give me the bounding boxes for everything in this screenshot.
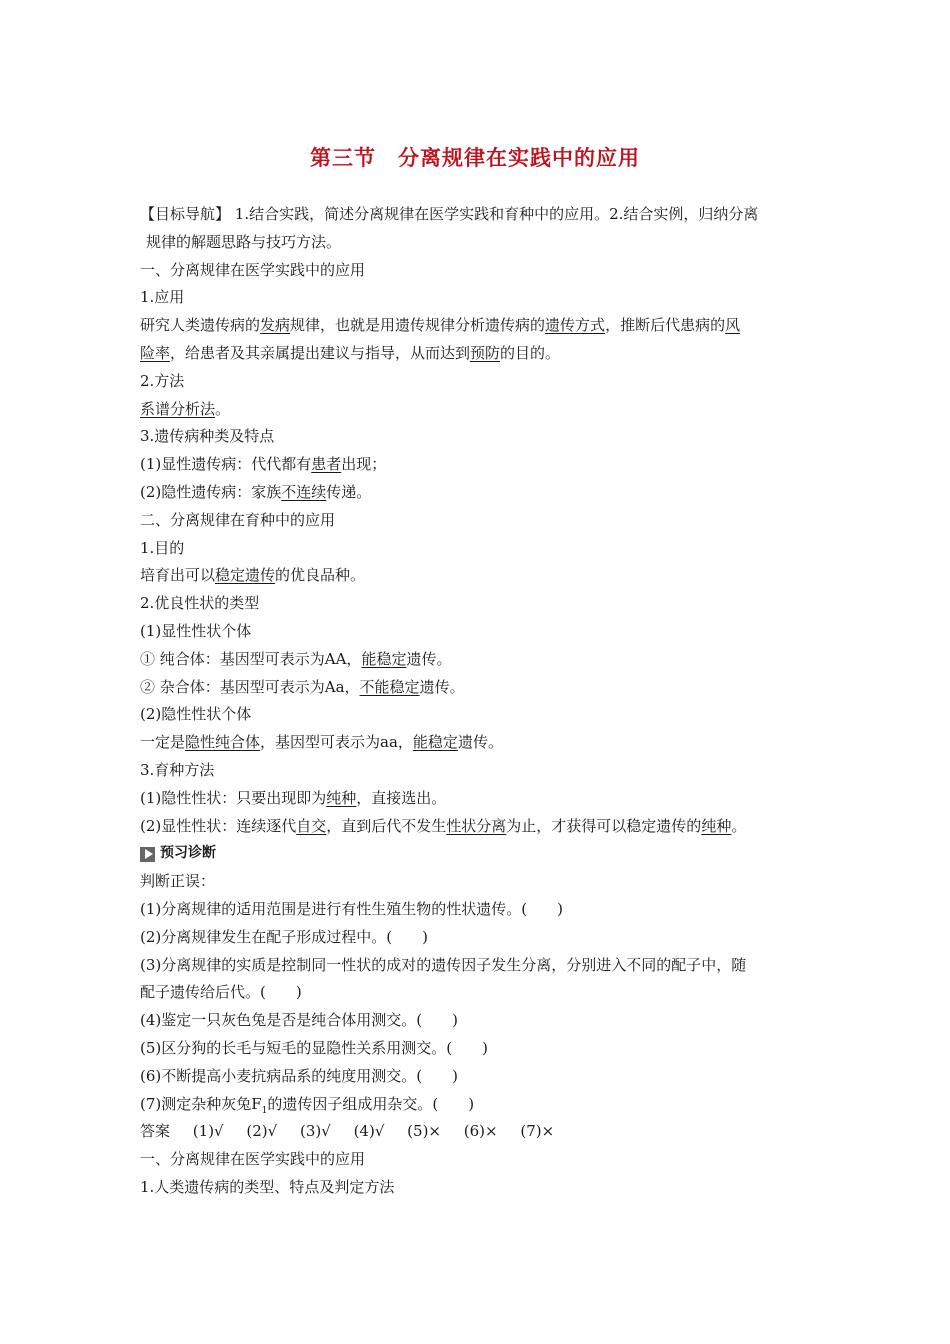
underlined-term: 患者 — [311, 455, 342, 474]
preview-intro: 判断正误： — [140, 872, 216, 891]
subheading: (2)隐性性状个体 — [140, 705, 252, 724]
text: 遗传。 — [419, 677, 465, 696]
text: ① 纯合体：基因型可表示为AA， — [140, 649, 362, 668]
subheading: 1.人类遗传病的类型、特点及判定方法 — [140, 1177, 395, 1196]
bracket: ) — [295, 983, 302, 1002]
paragraph-line — [140, 451, 820, 479]
section-heading: 一、分离规律在医学实践中的应用 — [140, 1150, 366, 1169]
underlined-term: 隐性纯合体 — [185, 733, 261, 752]
underlined-term: 险率 — [140, 343, 171, 362]
text: 为止，才获得可以稳定遗传的 — [506, 816, 702, 835]
question-text: (4)鉴定一只灰色兔是否是纯合体用测交。( — [140, 1011, 423, 1030]
answer-label: 答案 — [140, 1122, 171, 1141]
text: (2)隐性遗传病：家族 — [140, 482, 282, 501]
question — [140, 1007, 820, 1035]
question — [140, 1063, 820, 1091]
question-text: (7)测定杂种灰兔F — [140, 1094, 262, 1113]
paragraph-line — [140, 813, 820, 841]
underlined-term: 遗传方式 — [545, 316, 606, 335]
question-text: (1)分离规律的适用范围是进行有性生殖生物的性状遗传。( — [140, 899, 528, 918]
text: ，基因型可表示为aa， — [260, 733, 413, 752]
page-title: 第三节 分离规律在实践中的应用 — [310, 146, 640, 170]
text: 遗传。 — [406, 649, 452, 668]
document-body — [140, 201, 820, 1202]
goal-line-2: 规律的解题思路与技巧方法。 — [146, 232, 342, 251]
text: 培育出可以 — [140, 566, 216, 585]
bracket: ) — [468, 1094, 475, 1113]
underlined-term: 纯种 — [326, 788, 357, 807]
paragraph-line — [140, 562, 820, 590]
text: ，推断后代患病的 — [605, 316, 726, 335]
text: (1)显性遗传病：代代都有 — [140, 455, 312, 474]
question — [140, 924, 820, 952]
underlined-term: 性状分离 — [446, 816, 507, 835]
text: 规律，也就是用遗传规律分析遗传病的 — [290, 316, 546, 335]
paragraph-line — [140, 479, 820, 507]
goal-label: 【目标导航】 — [140, 205, 231, 223]
underlined-term: 能稳定 — [412, 733, 458, 752]
subscript: 1 — [261, 1105, 268, 1116]
paragraph-line — [140, 729, 820, 757]
text: ，给患者及其亲属提出建议与指导，从而达到 — [170, 343, 471, 362]
answer-item: (1)√ — [192, 1122, 224, 1141]
answer-item: (2)√ — [246, 1122, 278, 1141]
underlined-term: 能稳定 — [361, 649, 407, 668]
text: 。 — [731, 816, 747, 835]
question-text: (6)不断提高小麦抗病品系的纯度用测交。( — [140, 1066, 423, 1085]
question-text: 配子遗传给后代。( — [140, 983, 266, 1002]
play-triangle-icon — [140, 847, 155, 862]
question — [140, 979, 820, 1007]
underlined-term: 纯种 — [701, 816, 732, 835]
answer-item: (6)× — [463, 1122, 498, 1141]
subheading: 2.方法 — [140, 371, 185, 390]
paragraph-line — [140, 396, 820, 424]
answer-item: (4)√ — [353, 1122, 385, 1141]
preview-label: 预习诊断 — [160, 845, 216, 862]
subheading: (1)显性性状个体 — [140, 621, 252, 640]
answer-line — [140, 1118, 820, 1146]
text: 的优良品种。 — [275, 566, 366, 585]
paragraph-line — [140, 340, 820, 368]
paragraph-line — [140, 646, 820, 674]
goal-text: 1.结合实践，简述分离规律在医学实践和育种中的应用。2.结合实例，归纳分离 — [230, 205, 759, 223]
underlined-term: 预防 — [470, 343, 501, 362]
underlined-term: 稳定遗传 — [215, 566, 276, 585]
text: ，直接选出。 — [356, 788, 447, 807]
section-heading: 一、分离规律在医学实践中的应用 — [140, 260, 366, 279]
underlined-term: 风 — [725, 316, 741, 335]
subheading: 2.优良性状的类型 — [140, 594, 260, 613]
text: ，直到后代不发生 — [326, 816, 447, 835]
underlined-term: 不能稳定 — [359, 677, 420, 696]
paragraph-line — [140, 312, 820, 340]
bracket: ) — [452, 1011, 458, 1030]
text: ② 杂合体：基因型可表示为Aa， — [140, 677, 360, 696]
question — [140, 1091, 820, 1119]
underlined-term: 不连续 — [281, 482, 327, 501]
question — [140, 896, 820, 924]
text: 研究人类遗传病的 — [140, 316, 261, 335]
paragraph-line — [140, 674, 820, 702]
text: 传递。 — [326, 482, 372, 501]
question-text: (2)分离规律发生在配子形成过程中。( — [140, 927, 393, 946]
answer-item: (3)√ — [299, 1122, 331, 1141]
text: 出现； — [341, 455, 387, 474]
answer-item: (7)× — [520, 1122, 555, 1141]
question: (3)分离规律的实质是控制同一性状的成对的遗传因子发生分离，分别进入不同的配子中，随 — [140, 955, 747, 974]
text: (2)显性性状：连续逐代 — [140, 816, 297, 835]
subheading: 3.育种方法 — [140, 760, 215, 779]
underlined-term: 自交 — [296, 816, 327, 835]
subheading: 1.目的 — [140, 538, 185, 557]
text: 。 — [215, 399, 231, 418]
question — [140, 1035, 820, 1063]
subheading: 3.遗传病种类及特点 — [140, 427, 275, 446]
text: 的目的。 — [500, 343, 561, 362]
preview-heading — [140, 840, 820, 868]
question-text: (5)区分狗的长毛与短毛的显隐性关系用测交。( — [140, 1038, 453, 1057]
text: 一定是 — [140, 733, 186, 752]
bracket: ) — [557, 899, 563, 918]
text: (1)隐性性状：只要出现即为 — [140, 788, 327, 807]
text: 遗传。 — [457, 733, 503, 752]
section-heading: 二、分离规律在育种中的应用 — [140, 510, 336, 529]
paragraph-line — [140, 785, 820, 813]
answer-item: (5)× — [407, 1122, 441, 1141]
question-text: 的遗传因子组成用杂交。( — [267, 1094, 439, 1113]
bracket: ) — [452, 1066, 458, 1085]
goal-line-1 — [140, 201, 820, 229]
subheading: 1.应用 — [140, 288, 185, 307]
underlined-term: 发病 — [260, 316, 291, 335]
underlined-term: 系谱分析法 — [140, 399, 216, 418]
bracket: ) — [482, 1038, 488, 1057]
bracket: ) — [422, 927, 428, 946]
